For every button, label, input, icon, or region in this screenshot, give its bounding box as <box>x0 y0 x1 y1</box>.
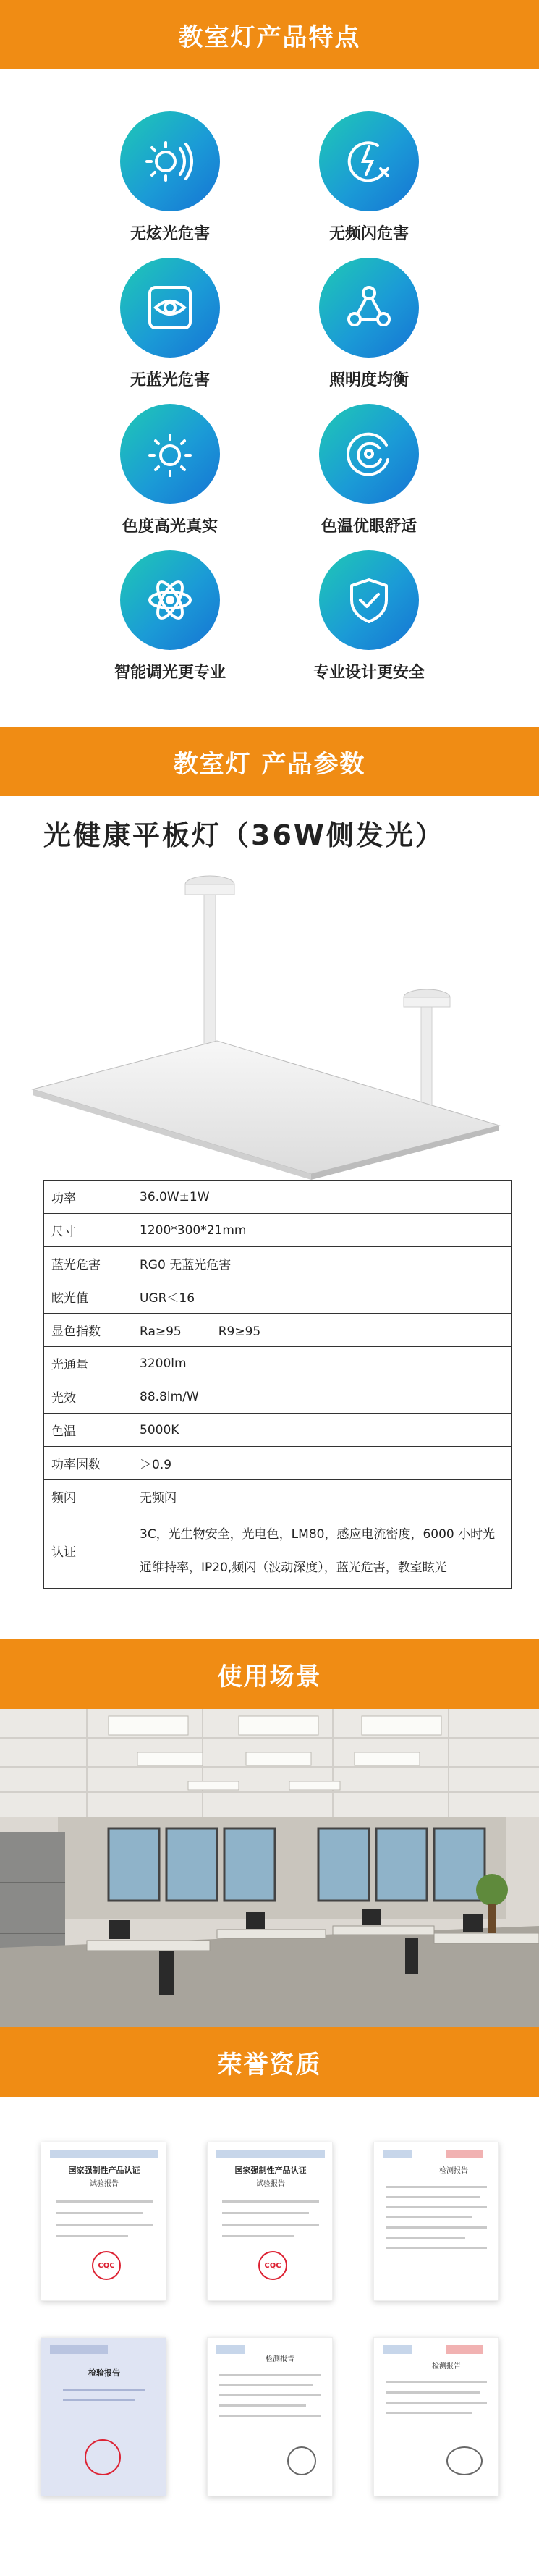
certificate-card <box>41 2142 166 2301</box>
shield-check-icon <box>319 550 419 650</box>
feature-label: 照明度均衡 <box>328 371 409 389</box>
spec-key: 频闪 <box>44 1480 132 1513</box>
feature-label: 无蓝光危害 <box>130 371 210 389</box>
certificate-title: 检测报告 <box>439 2167 468 2175</box>
atom-icon <box>120 550 220 650</box>
spec-value: Ra≥95 R9≥95 <box>132 1314 512 1347</box>
spec-key: 认证 <box>44 1513 132 1589</box>
table-row <box>44 1414 512 1447</box>
table-row <box>44 1314 512 1347</box>
certificate-stamp: CQC <box>92 2251 121 2280</box>
table-row <box>44 1447 512 1480</box>
product-title: 光健康平板灯（36W侧发光） <box>43 819 445 851</box>
spec-table <box>43 1180 512 1589</box>
table-row <box>44 1513 512 1589</box>
sun-glare-icon <box>120 111 220 211</box>
spec-value: 5000K <box>132 1414 512 1447</box>
spec-key: 色温 <box>44 1414 132 1447</box>
lamp-image <box>0 869 539 1180</box>
certificate-subtitle: 试验报告 <box>90 2180 119 2188</box>
spec-value: 无频闪 <box>132 1480 512 1513</box>
spec-key: 光效 <box>44 1380 132 1414</box>
table-row <box>44 1280 512 1314</box>
certificate-card <box>41 2337 166 2496</box>
certificate-stamp: CQC <box>258 2251 287 2280</box>
feature-item <box>275 111 463 244</box>
feature-label: 色度高光真实 <box>122 518 218 536</box>
certificate-card <box>373 2337 499 2496</box>
certificate-card <box>207 2142 333 2301</box>
feature-item <box>76 111 264 244</box>
eye-comfort-icon <box>319 404 419 504</box>
feature-item <box>275 404 463 536</box>
eye-protection-icon <box>120 258 220 358</box>
params-banner <box>0 727 539 796</box>
spec-value: 88.8lm/W <box>132 1380 512 1414</box>
spec-value: 3C，光生物安全，光电色，LM80，感应电流密度，6000 小时光通维持率，IP20,频闪（波动深度），蓝光危害，教室眩光 <box>132 1513 512 1589</box>
spec-key: 显色指数 <box>44 1314 132 1347</box>
params-title: 教室灯 产品参数 <box>173 749 366 779</box>
features-title: 教室灯产品特点 <box>178 22 361 52</box>
feature-item <box>275 258 463 390</box>
feature-item <box>76 550 264 683</box>
certificate-title: 国家强制性产品认证 <box>68 2166 140 2175</box>
spec-key: 光通量 <box>44 1347 132 1380</box>
scene-banner <box>0 1639 539 1709</box>
certificate-card <box>373 2142 499 2301</box>
spec-key: 眩光值 <box>44 1280 132 1314</box>
features-banner <box>0 0 539 69</box>
flicker-free-icon <box>319 111 419 211</box>
scene-title: 使用场景 <box>217 1662 322 1692</box>
certificate-title: 检验报告 <box>88 2368 120 2378</box>
spec-key: 蓝光危害 <box>44 1247 132 1280</box>
feature-label: 色温优眼舒适 <box>321 518 417 536</box>
spec-key: 尺寸 <box>44 1214 132 1247</box>
spec-value: ＞0.9 <box>132 1447 512 1480</box>
honor-title: 荣誉资质 <box>217 2050 322 2079</box>
feature-item <box>76 258 264 390</box>
honor-banner <box>0 2027 539 2097</box>
spec-value: RG0 无蓝光危害 <box>132 1247 512 1280</box>
feature-label: 无炫光危害 <box>130 225 210 243</box>
spec-value: 3200lm <box>132 1347 512 1380</box>
features-grid <box>0 69 539 727</box>
spec-value: 1200*300*21mm <box>132 1214 512 1247</box>
certificate-card <box>207 2337 333 2496</box>
certificate-subtitle: 试验报告 <box>256 2180 285 2188</box>
feature-label: 智能调光更专业 <box>114 664 226 682</box>
classroom-scene-image <box>0 1709 539 2027</box>
balance-nodes-icon <box>319 258 419 358</box>
table-row <box>44 1181 512 1214</box>
sun-icon <box>120 404 220 504</box>
table-row <box>44 1214 512 1247</box>
table-row <box>44 1380 512 1414</box>
feature-item <box>275 550 463 683</box>
spec-value: UGR＜16 <box>132 1280 512 1314</box>
spec-key: 功率 <box>44 1181 132 1214</box>
table-row <box>44 1347 512 1380</box>
feature-label: 专业设计更安全 <box>313 664 425 682</box>
feature-label: 无频闪危害 <box>328 225 409 243</box>
certificate-title: 国家强制性产品认证 <box>234 2166 307 2175</box>
certificate-title: 检测报告 <box>432 2362 461 2370</box>
certificate-title: 检测报告 <box>266 2355 294 2363</box>
feature-item <box>76 404 264 536</box>
table-row <box>44 1480 512 1513</box>
table-row <box>44 1247 512 1280</box>
spec-key: 功率因数 <box>44 1447 132 1480</box>
certificate-gallery <box>0 2097 539 2576</box>
spec-value: 36.0W±1W <box>132 1181 512 1214</box>
